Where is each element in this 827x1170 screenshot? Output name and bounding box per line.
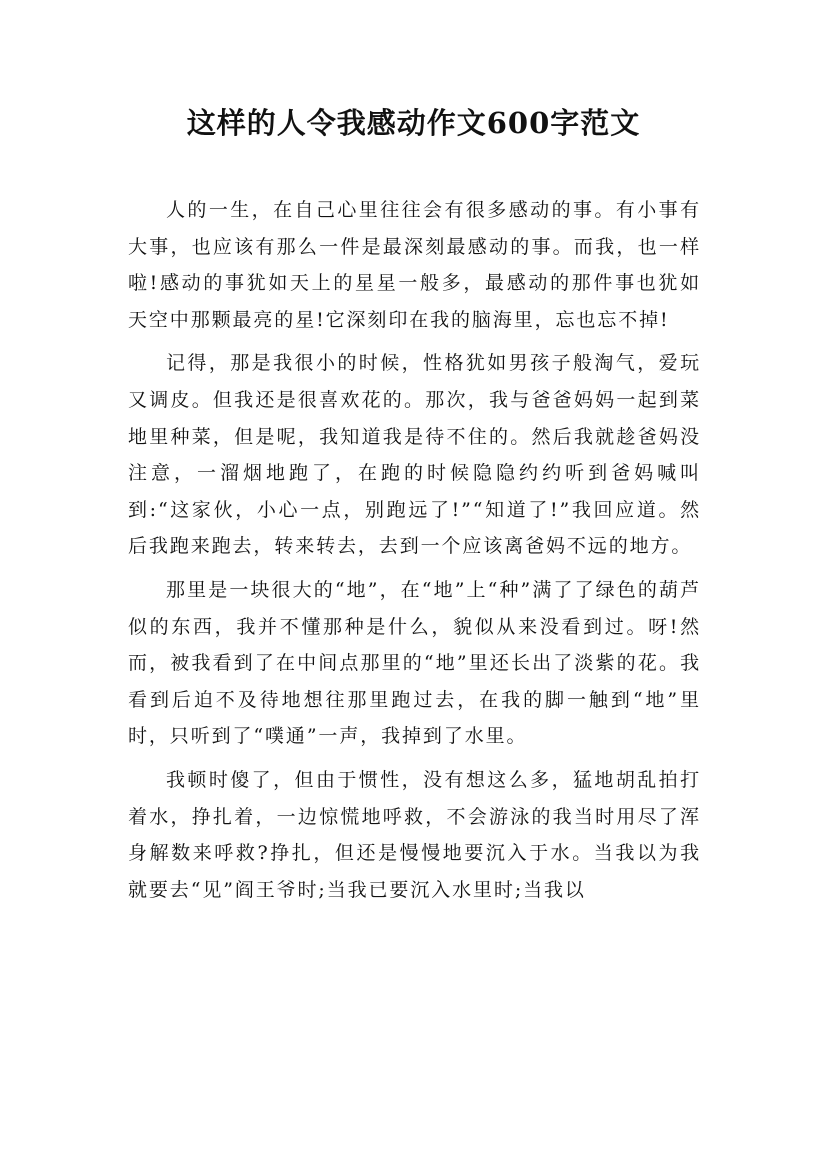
document-body	[128, 192, 701, 915]
paragraph: 那里是一块很大的“地”，在“地”上“种”满了了绿色的葫芦似的东西，我并不懂那种是什么，貌似从来没看到过。呀!然而，被我看到了在中间点那里的“地”里还长出了淡紫的花。我看到后迫不及待地想往那里跑过去，在我的脚一触到“地”里时，只听到了“噗通”一声，我掉到了水里。	[128, 578, 701, 748]
paragraph: 我顿时傻了，但由于惯性，没有想这么多，猛地胡乱拍打着水，挣扎着，一边惊慌地呼救，不会游泳的我当时用尽了浑身解数来呼救?挣扎，但还是慢慢地要沉入于水。当我以为我就要去“见”阎王爷时;当我已要沉入水里时;当我以	[128, 768, 701, 901]
document-title: 这样的人令我感动作文600字范文	[186, 106, 641, 140]
paragraph: 人的一生，在自己心里往往会有很多感动的事。有小事有大事，也应该有那么一件是最深刻最感动的事。而我，也一样啦!感动的事犹如天上的星星一般多，最感动的那件事也犹如天空中那颗最亮的星!它深刻印在我的脑海里，忘也忘不掉!	[128, 199, 701, 331]
paragraph: 记得，那是我很小的时候，性格犹如男孩子般淘气，爱玩又调皮。但我还是很喜欢花的。那次，我与爸爸妈妈一起到菜地里种菜，但是呢，我知道我是待不住的。然后我就趁爸妈没注意，一溜烟地跑了，在跑的时候隐隐约约听到爸妈喊叫到:“这家伙，小心一点，别跑远了!”“知道了!”我回应道。然后我跑来跑去，转来转去，去到一个应该离爸妈不远的地方。	[128, 352, 701, 558]
